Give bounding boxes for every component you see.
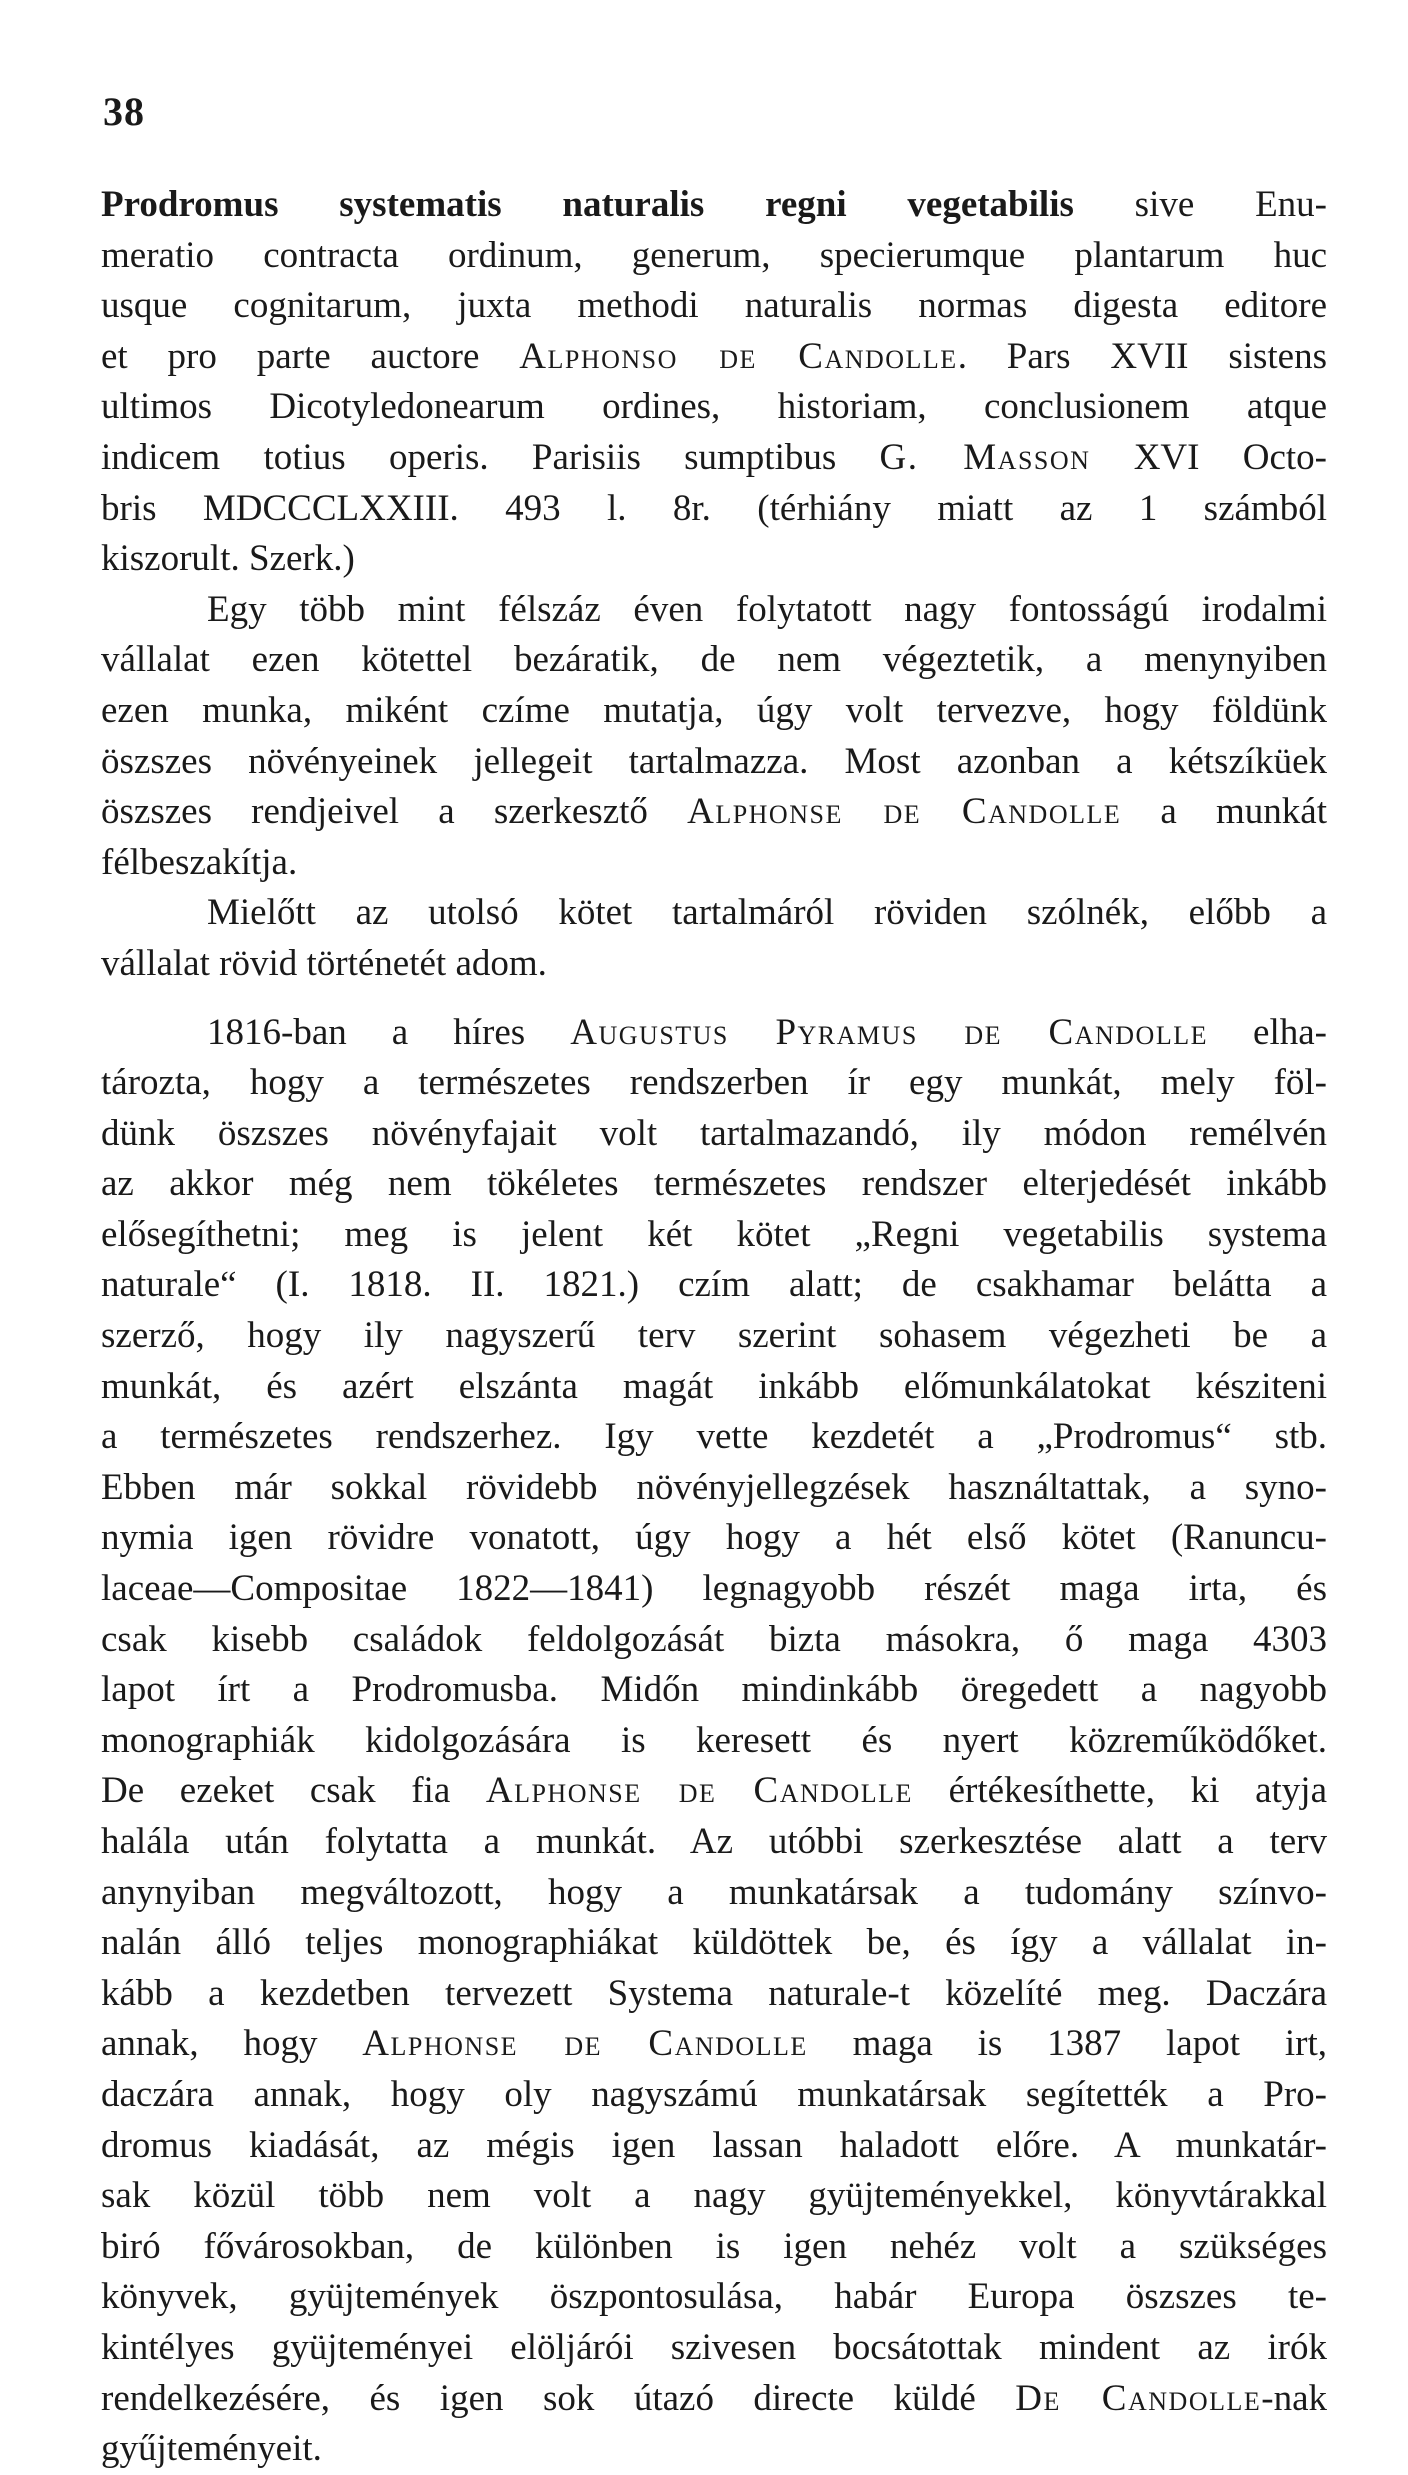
author-name: Alphonse de Candolle [485,1770,913,1812]
text-line [101,1665,1327,1716]
text-run: meratio contracta ordinum, generum, specierumque plantarum huc [101,234,1327,276]
text-run: kiszorult. Szerk.) [101,538,355,580]
text-line [101,838,1327,889]
author-name: De Candolle [1015,2377,1262,2419]
text-run: dünk öszszes növényfajait volt tartalmazandó, ily módon remélvén [101,1112,1327,1154]
text-run: et pro parte auctore [101,335,520,377]
text-line [101,1868,1327,1919]
text-run: laceae—Compositae 1822—1841) legnagyobb részét maga irta, és [101,1568,1327,1610]
text-run: kább a kezdetben tervezett Systema naturale-t közelíté meg. Daczára [101,1972,1327,2014]
author-name: Alphonso de Candolle [519,335,958,377]
text-line [101,2272,1327,2323]
paragraph [101,888,1327,989]
text-run: Mielőtt az utolsó kötet tartalmáról röviden szólnék, előbb a [207,892,1327,934]
text-run: vállalat rövid történetét adom. [101,942,547,984]
text-line [101,1817,1327,1868]
text-line [101,888,1327,939]
text-run: annak, hogy [101,2023,363,2065]
text-run: daczára annak, hogy oly nagyszámú munkatársak segítették a Pro- [101,2073,1327,2115]
text-line [101,1210,1327,1261]
text-run: anynyiban megváltozott, hogy a munkatársak a tudomány színvo- [101,1871,1327,1913]
text-run: Ebben már sokkal rövidebb növényjellegzések használtattak, a syno- [101,1466,1327,1508]
text-line [101,1058,1327,1109]
text-run: naturale“ (I. 1818. II. 1821.) czím alatt; de csakhamar belátta a [101,1264,1327,1306]
text-run: nymia igen rövidre vonatott, úgy hogy a hét első kötet (Ranuncu- [101,1517,1327,1559]
text-run: 1816-ban a híres [207,1011,571,1053]
text-run: Egy több mint félszáz éven folytatott nagy fontosságú irodalmi [207,588,1327,630]
text-line [101,2374,1327,2425]
text-run: ezen munka, miként czíme mutatja, úgy volt tervezve, hogy földünk [101,689,1327,731]
paragraph-gap [101,990,1327,1008]
text-line [101,737,1327,788]
text-line [101,534,1327,585]
text-line [101,484,1327,535]
text-run: halála után folytatta a munkát. Az utóbbi szerkesztése alatt a terv [101,1821,1327,1862]
text-run: elha- [1207,1011,1327,1053]
text-run: az akkor még nem tökéletes természetes rendszer elterjedését inkább [101,1163,1327,1205]
text-run: sak közül több nem volt a nagy gyüjteményekkel, könyvtárakkal [101,2175,1327,2217]
text-line [101,1766,1327,1817]
text-line [101,1008,1327,1059]
text-run: szerző, hogy ily nagyszerű terv szerint sohasem végezheti be a [101,1315,1327,1357]
text-line [101,2070,1327,2121]
text-line [101,2019,1327,2070]
text-run: ultimos Dicotyledonearum ordines, historiam, conclusionem atque [101,386,1327,428]
text-line [101,2121,1327,2172]
text-line [101,1412,1327,1463]
text-line [101,1969,1327,2020]
text-run: tározta, hogy a természetes rendszerben ír egy munkát, mely föl- [101,1062,1327,1104]
text-run: indicem totius operis. Parisiis sumptibus [101,436,880,478]
text-line [101,686,1327,737]
text-line [101,1311,1327,1362]
text-line [101,231,1327,282]
article-body [101,180,1327,2475]
text-run: vállalat ezen kötettel bezáratik, de nem végeztetik, a menynyiben [101,639,1327,681]
text-run: kintélyes gyüjteményei elöljárói szivesen bocsátottak mindent az irók [101,2326,1327,2368]
text-run: értékesíthette, ki atyja [912,1770,1327,1812]
paragraph [101,1008,1327,2475]
text-run: munkát, és azért elszánta magát inkább előmunkálatokat késziteni [101,1365,1327,1407]
text-run: könyvek, gyüjtemények öszpontosulása, habár Europa öszszes te- [101,2276,1327,2318]
text-run: gyűjteményeit. [101,2428,322,2470]
text-run: biró fővárosokban, de különben is igen nehéz volt a szükséges [101,2225,1327,2267]
text-line [101,382,1327,433]
text-line [101,1918,1327,1969]
text-line [101,2424,1327,2475]
text-line [101,1109,1327,1160]
text-line [101,939,1327,990]
text-run: öszszes rendjeivel a szerkesztő [101,791,688,833]
text-run: a természetes rendszerhez. Igy vette kezdetét a „Prodromus“ stb. [101,1416,1327,1458]
text-run: nalán álló teljes monographiákat küldöttek be, és így a vállalat in- [101,1922,1327,1964]
text-line [101,2222,1327,2273]
text-run: usque cognitarum, juxta methodi naturalis normas digesta editore [101,285,1327,327]
text-run: maga is 1387 lapot irt, [807,2023,1327,2065]
text-run: -nak [1261,2377,1327,2419]
text-run: monographiák kidolgozására is keresett és nyert közreműködőket. [101,1719,1327,1761]
text-run: öszszes növényeinek jellegeit tartalmazza. Most azonban a kétszíküek [101,740,1327,782]
text-run: elősegíthetni; meg is jelent két kötet „Regni vegetabilis systema [101,1213,1327,1255]
author-name: Augustus Pyramus de Candolle [570,1011,1208,1053]
paragraph [101,585,1327,889]
text-line [101,281,1327,332]
text-run: lapot írt a Prodromusba. Midőn mindinkább öregedett a nagyobb [101,1669,1327,1711]
article-paragraphs [101,585,1327,2475]
page-number: 38 [103,89,145,134]
text-run: De ezeket csak fia [101,1770,486,1812]
text-line [101,787,1327,838]
text-line [101,332,1327,383]
text-line [101,1513,1327,1564]
text-line [101,180,1327,231]
text-line [101,433,1327,484]
author-name: G. Masson [879,436,1091,478]
text-run: félbeszakítja. [101,841,298,883]
text-line [101,635,1327,686]
text-run: dromus kiadását, az mégis igen lassan haladott előre. A munkatár- [101,2124,1327,2166]
bibliographic-entry [101,180,1327,585]
text-run: csak kisebb családok feldolgozását bizta másokra, ő maga 4303 [101,1618,1327,1660]
text-run: a munkát [1121,791,1328,833]
author-name: Alphonse de Candolle [362,2023,808,2065]
text-line [101,1362,1327,1413]
text-line [101,1159,1327,1210]
text-line [101,2171,1327,2222]
text-run: XVI Octo- [1090,436,1327,478]
book-title: Prodromus systematis naturalis regni vegetabilis [101,184,1074,225]
text-line [101,1615,1327,1666]
text-line [101,1564,1327,1615]
text-run: . Pars XVII sistens [957,335,1328,377]
text-run: bris MDCCCLXXIII. 493 l. 8r. (térhiány miatt az 1 számból [101,487,1327,529]
text-line [101,1463,1327,1514]
text-line [101,1716,1327,1767]
text-line [101,2323,1327,2374]
author-name: Alphonse de Candolle [687,791,1122,833]
text-run: sive Enu- [1073,184,1327,225]
text-line [101,1260,1327,1311]
text-line [101,585,1327,636]
text-run: rendelkezésére, és igen sok útazó directe küldé [101,2377,1016,2419]
